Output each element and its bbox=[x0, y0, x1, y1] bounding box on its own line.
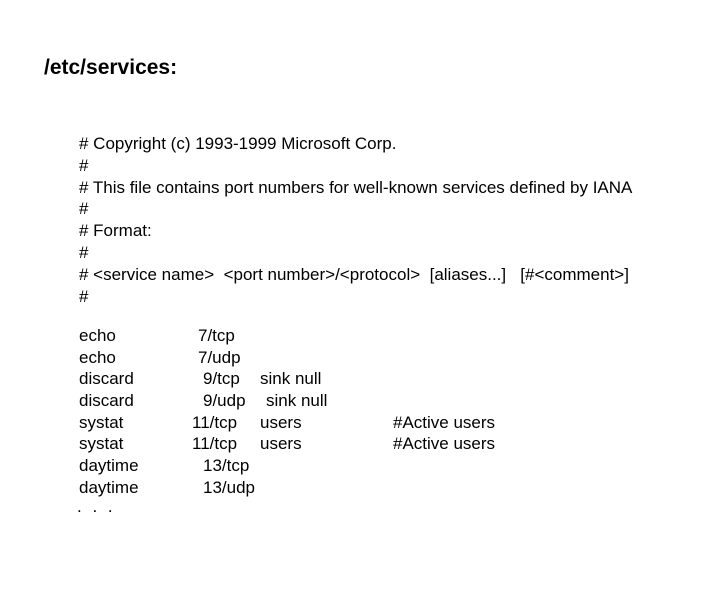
comment-block bbox=[79, 133, 632, 307]
comment-line: # bbox=[79, 155, 89, 175]
comment-line: # This file contains port numbers for well-known services defined by IANA bbox=[79, 177, 633, 197]
service-aliases: users bbox=[260, 434, 302, 454]
service-port: 9/udp bbox=[203, 391, 246, 411]
comment-line: # bbox=[79, 242, 89, 262]
service-entries bbox=[79, 325, 496, 499]
service-aliases: sink null bbox=[260, 369, 322, 389]
service-entry bbox=[79, 433, 496, 455]
service-name: daytime bbox=[79, 456, 139, 476]
comment-line: # <service name> <port number>/<protocol> [aliases...] [#<comment>] bbox=[79, 264, 629, 284]
comment-line: # Copyright (c) 1993-1999 Microsoft Corp. bbox=[79, 134, 397, 153]
service-entry bbox=[79, 390, 328, 412]
comment-line: # bbox=[79, 286, 89, 306]
service-entry bbox=[79, 325, 235, 347]
service-aliases: users bbox=[260, 412, 302, 432]
service-port: 13/udp bbox=[203, 477, 255, 497]
service-name: echo bbox=[79, 347, 116, 367]
service-name: systat bbox=[79, 412, 124, 432]
comment-line: # Format: bbox=[79, 221, 152, 241]
service-entry bbox=[79, 477, 255, 499]
service-name: daytime bbox=[79, 477, 139, 497]
page-title: /etc/services: bbox=[44, 56, 178, 79]
service-comment: #Active users bbox=[393, 434, 496, 454]
service-port: 13/tcp bbox=[203, 456, 250, 476]
service-port: 11/tcp bbox=[192, 412, 238, 432]
service-port: 9/tcp bbox=[203, 369, 240, 389]
service-entry bbox=[79, 347, 241, 369]
service-name: systat bbox=[79, 434, 124, 454]
service-port: 7/udp bbox=[198, 347, 241, 367]
ellipsis: . . . bbox=[77, 497, 116, 516]
service-name: discard bbox=[79, 369, 134, 389]
comment-line: # bbox=[79, 199, 89, 219]
service-port: 7/tcp bbox=[198, 326, 235, 345]
service-entry bbox=[79, 412, 496, 434]
service-port: 11/tcp bbox=[192, 434, 238, 454]
service-entry bbox=[79, 455, 250, 477]
service-name: echo bbox=[79, 326, 116, 345]
service-aliases: sink null bbox=[266, 391, 328, 411]
service-name: discard bbox=[79, 391, 134, 411]
service-entry bbox=[79, 368, 322, 390]
service-comment: #Active users bbox=[393, 412, 496, 432]
